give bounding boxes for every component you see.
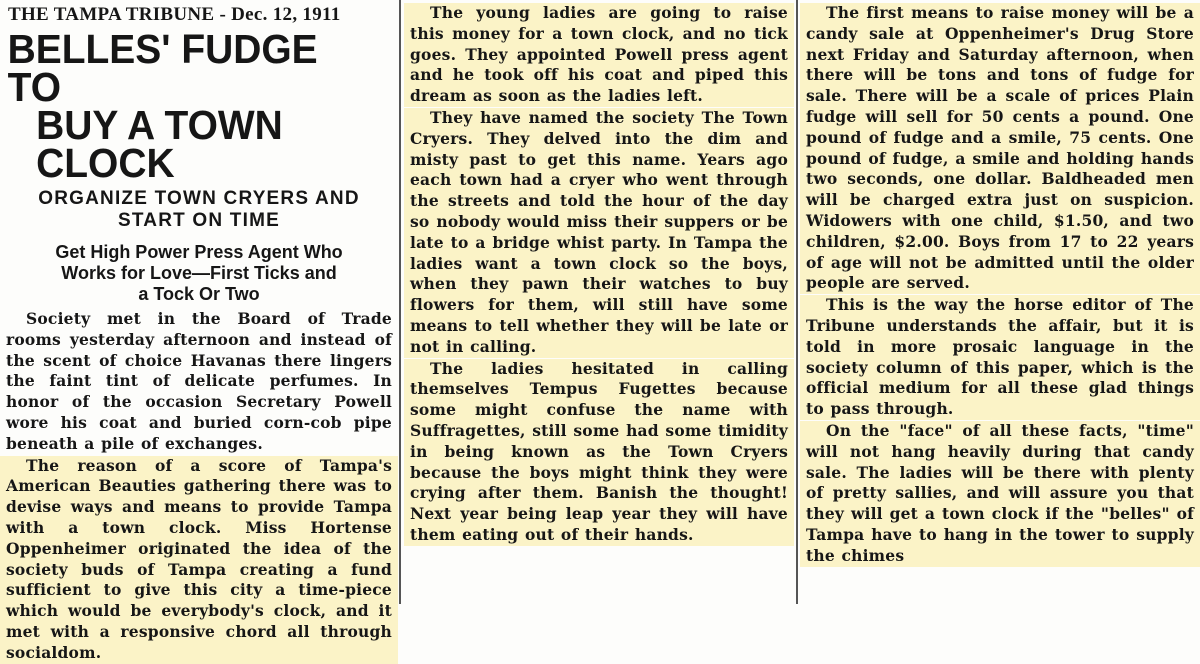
paragraph: Society met in the Board of Trade rooms yesterday afternoon and instead of the scent of choice Havanas there lingers the faint tint of delicate perfumes. In honor of the occasion Secretary Powell wore his coat and buried corn-cob pipe beneath a pile of exchanges. xyxy=(6,309,392,453)
paragraph-highlighted: The ladies hesitated in calling themselves Tempus Fugettes because some might confuse the name with Suffragettes, still some had some timidity in being known as the Town Cryers because the boys might think they were crying after them. Banish the thought! Next year being leap year they will have them eating out of their hands. xyxy=(404,359,794,546)
headline-line-1: BELLES' FUDGE TO xyxy=(7,26,318,110)
paragraph-highlighted: The young ladies are going to raise this money for a town clock, and no tick goes. They appointed Powell press agent and he took off his coat and piped this dream as soon as the ladies left. xyxy=(404,3,794,107)
subheadline xyxy=(0,188,398,232)
deck-line-1: Get High Power Press Agent Who xyxy=(55,242,343,262)
paragraph-highlighted: The first means to raise money will be a candy sale at Oppenheimer's Drug Store next Friday and Saturday afternoon, when there will be tons and tons of fudge for sale. There will be a scale of prices Plain fudge will sell for 50 cents a pound. One pound of fudge and a smile, 75 cents. One pound of fudge, a smile and holding hands two seconds, one dollar. Baldheaded men will be charged extra just on suspicion. Widowers with one child, $1.50, and two children, $2.00. Boys from 17 to 22 years of age will not be admitted until the older people are served. xyxy=(800,3,1200,294)
headline-line-2: BUY A TOWN CLOCK xyxy=(36,102,283,186)
deck xyxy=(0,242,398,305)
deck-line-2: Works for Love—First Ticks and xyxy=(61,263,337,283)
column-rule xyxy=(796,0,798,604)
column-3 xyxy=(800,0,1200,604)
deck-line-3: a Tock Or Two xyxy=(138,284,260,304)
column-2 xyxy=(404,0,794,604)
column-1 xyxy=(0,0,398,662)
paragraph-highlighted: This is the way the horse editor of The Tribune understands the affair, but it is told in more prosaic language in the society column of this paper, which is the official medium for all these glad things to pass through. xyxy=(800,295,1200,420)
paragraph-highlighted: The reason of a score of Tampa's American Beauties gathering there was to devise ways and means to provide Tampa with a town clock. Miss Hortense Oppenheimer originated the idea of the society buds of Tampa creating a fund sufficient to give this city a time-piece which would be everybody's clock, and it met with a responsive chord all through socialdom. xyxy=(0,456,398,664)
column-rule xyxy=(399,0,401,604)
masthead: THE TAMPA TRIBUNE - Dec. 12, 1911 xyxy=(8,4,341,25)
paragraph-highlighted: On the "face" of all these facts, "time" will not hang heavily during that candy sale. The ladies will be there with plenty of pretty sallies, and will assure you that they will get a town clock if the "belles" of Tampa have to hang in the tower to supply the chimes xyxy=(800,421,1200,567)
paragraph-highlighted: They have named the society The Town Cryers. They delved into the dim and misty past to get this name. Years ago each town had a cryer who went through the streets and told the hour of the day so nobody would miss their suppers or be late to a bridge whist party. In Tampa the ladies want a town clock so the boys, when they pawn their watches to buy flowers for them, will still have some means to tell whether they will be late or not in calling. xyxy=(404,108,794,358)
headline xyxy=(0,26,378,186)
subheadline-line-1: ORGANIZE TOWN CRYERS AND xyxy=(38,188,360,209)
subheadline-line-2: START ON TIME xyxy=(118,210,280,231)
